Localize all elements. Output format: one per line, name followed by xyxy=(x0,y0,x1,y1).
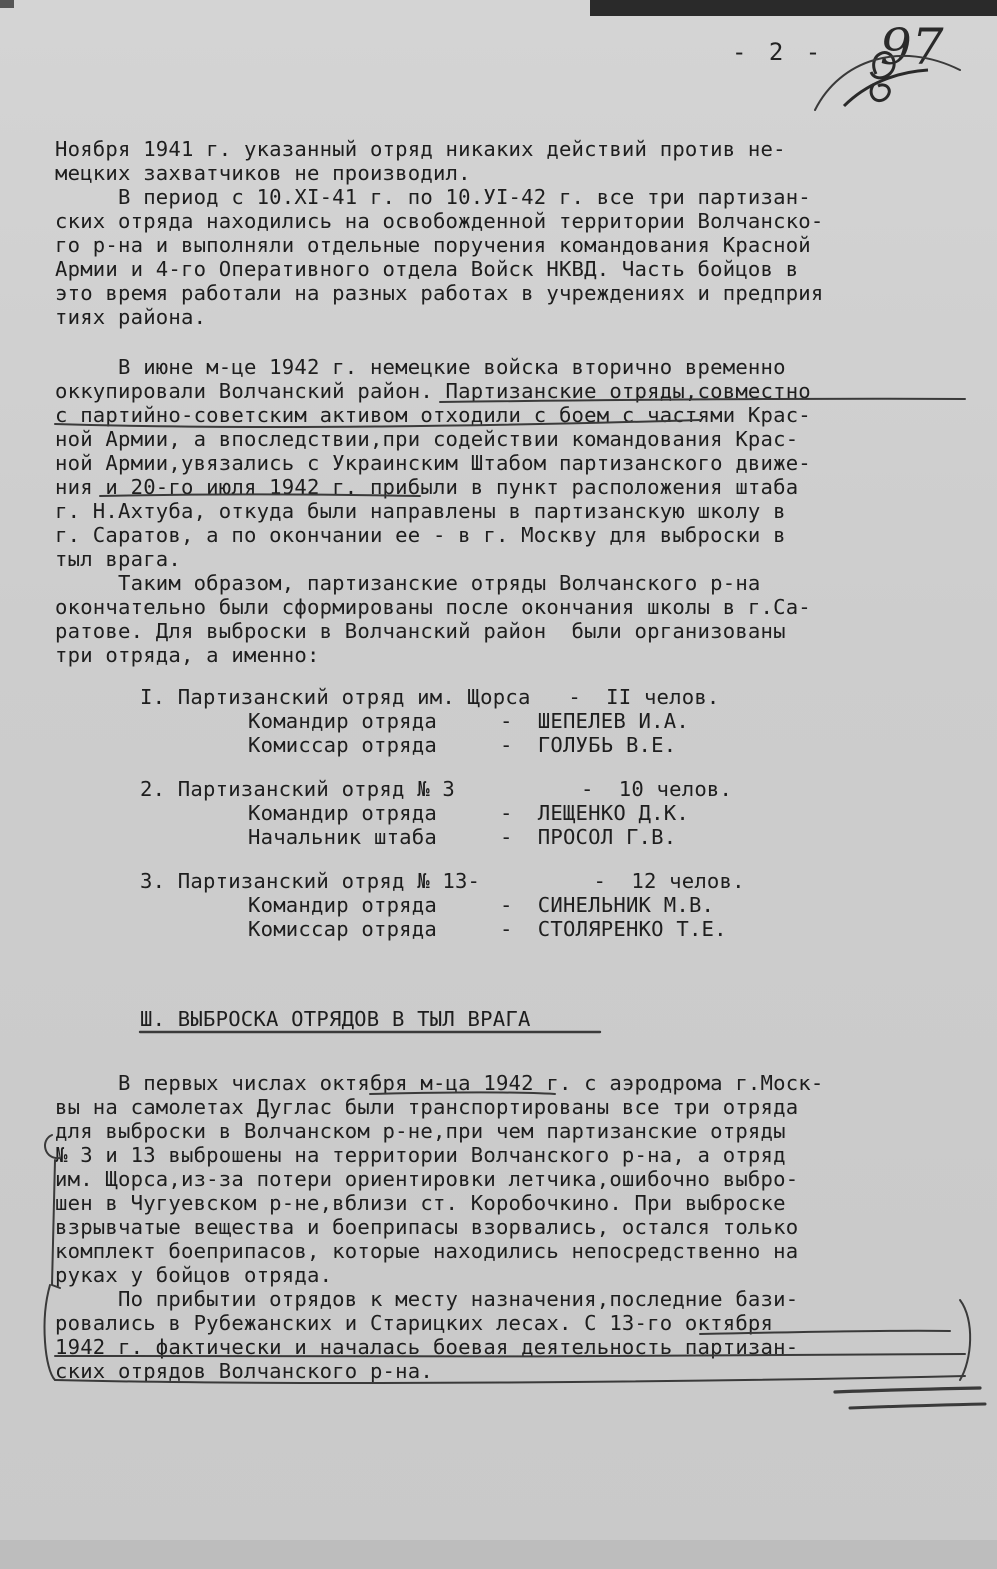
page-number: - 2 - xyxy=(732,38,825,66)
text-line: тыл врага. xyxy=(55,547,181,571)
text-line: оккупировали Волчанский район. Партизанские отряды,совместно xyxy=(55,379,811,403)
scan-bottom-edge xyxy=(0,1540,997,1569)
section-heading: Ш. ВЫБРОСКА ОТРЯДОВ В ТЫЛ ВРАГА xyxy=(140,1007,531,1031)
text-line: г. Н.Ахтуба, откуда были направлены в партизанскую школу в xyxy=(55,499,786,523)
text-line: В период с 10.XI-41 г. по 10.УI-42 г. все три партизан- xyxy=(55,185,811,209)
text-line: По прибытии отрядов к месту назначения,последние бази- xyxy=(55,1287,799,1311)
text-line: № 3 и 13 выброшены на территории Волчанского р-на, а отряд xyxy=(55,1143,786,1167)
text-line: ских отрядов Волчанского р-на. xyxy=(55,1359,433,1383)
detachment-list-item: 3. Партизанский отряд № 13- - 12 челов. xyxy=(140,869,745,893)
detachment-list-item: 2. Партизанский отряд № 3 - 10 челов. xyxy=(140,777,733,801)
text-line: это время работали на разных работах в учреждениях и предприя xyxy=(55,281,824,305)
text-line: ной Армии, а впоследствии,при содействии командования Крас- xyxy=(55,427,799,451)
text-line: го р-на и выполняли отдельные поручения командования Красной xyxy=(55,233,811,257)
text-line: Таким образом, партизанские отряды Волчанского р-на xyxy=(55,571,761,595)
detachment-officer: Командир отряда - ЛЕЩЕНКО Д.К. xyxy=(248,801,689,825)
text-line: с партийно-советским активом отходили с боем с частями Крас- xyxy=(55,403,811,427)
text-line: ратове. Для выброски в Волчанский район были организованы xyxy=(55,619,786,643)
detachment-officer: Начальник штаба - ПРОСОЛ Г.В. xyxy=(248,825,677,849)
text-line: В июне м-це 1942 г. немецкие войска вторично временно xyxy=(55,355,786,379)
text-line: окончательно были сформированы после окончания школы в г.Са- xyxy=(55,595,811,619)
detachment-officer: Комиссар отряда - СТОЛЯРЕНКО Т.Е. xyxy=(248,917,727,941)
text-line: 1942 г. фактически и началась боевая деятельность партизан- xyxy=(55,1335,799,1359)
text-line: ной Армии,увязались с Украинским Штабом партизанского движе- xyxy=(55,451,811,475)
text-line: г. Саратов, а по окончании ее - в г. Москву для выброски в xyxy=(55,523,786,547)
text-line: ровались в Рубежанских и Старицких лесах. С 13-го октября xyxy=(55,1311,774,1335)
scan-edge-shadow-left xyxy=(0,0,14,8)
text-line: три отряда, а именно: xyxy=(55,643,320,667)
text-line: ских отряда находились на освобожденной территории Волчанско- xyxy=(55,209,824,233)
archive-folio-handwritten xyxy=(836,14,976,124)
text-line: для выброски в Волчанском р-не,при чем партизанские отряды xyxy=(55,1119,786,1143)
text-line: вы на самолетах Дуглас были транспортированы все три отряда xyxy=(55,1095,799,1119)
text-line: Ноября 1941 г. указанный отряд никаких действий против не- xyxy=(55,137,786,161)
text-line: В первых числах октября м-ца 1942 г. с аэродрома г.Моск- xyxy=(55,1071,824,1095)
text-line: шен в Чугуевском р-не,вблизи ст. Коробочкино. При выброске xyxy=(55,1191,786,1215)
text-line: ния и 20-го июля 1942 г. прибыли в пункт расположения штаба xyxy=(55,475,799,499)
text-line: им. Щорса,из-за потери ориентировки летчика,ошибочно выбро- xyxy=(55,1167,799,1191)
text-line: Армии и 4-го Оперативного отдела Войск НКВД. Часть бойцов в xyxy=(55,257,799,281)
text-line: руках у бойцов отряда. xyxy=(55,1263,333,1287)
detachment-officer: Командир отряда - ШЕПЕЛЕВ И.А. xyxy=(248,709,689,733)
svg-text:97: 97 xyxy=(880,18,944,76)
text-line: мецких захватчиков не производил. xyxy=(55,161,471,185)
text-line: комплект боеприпасов, которые находились непосредственно на xyxy=(55,1239,799,1263)
detachment-officer: Комиссар отряда - ГОЛУБЬ В.Е. xyxy=(248,733,677,757)
text-line: взрывчатые вещества и боеприпасы взорвались, остался только xyxy=(55,1215,799,1239)
text-line: тиях района. xyxy=(55,305,207,329)
detachment-officer: Командир отряда - СИНЕЛЬНИК М.В. xyxy=(248,893,715,917)
detachment-list-item: I. Партизанский отряд им. Щорса - II челов. xyxy=(140,685,720,709)
